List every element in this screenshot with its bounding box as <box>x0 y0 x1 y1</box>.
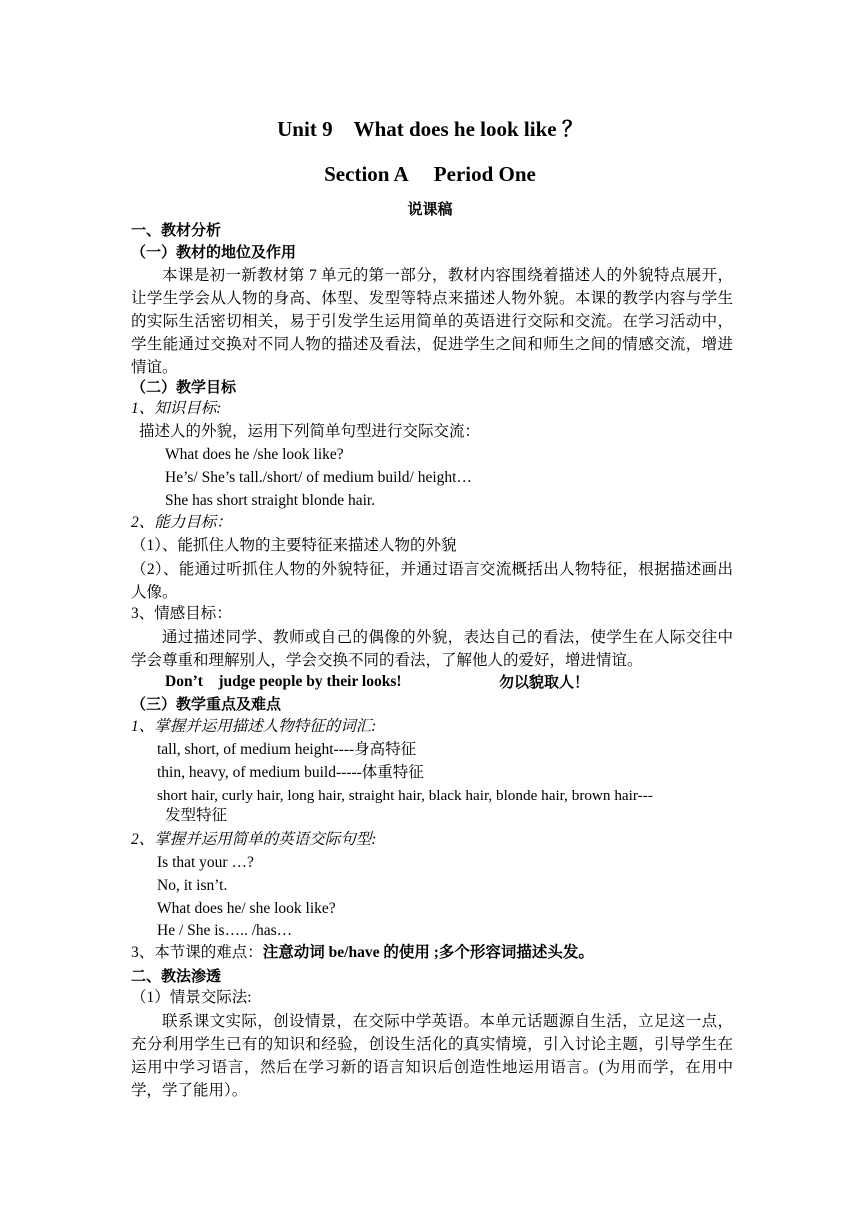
example-sentence: He’s/ She’s tall./short/ of medium build/ height… <box>165 469 472 486</box>
difficulty-line <box>131 942 733 964</box>
ability-goal-item: （1）、能抓住人物的主要特征来描述人物的外貌 <box>131 537 457 554</box>
emotion-goal-paragraph: 通过描述同学、教师或自己的偶像的外貌，表达自己的看法，使学生在人际交往中学会尊重和理解别人，学会交换不同的看法，了解他人的爱好，增进情谊。 <box>131 629 733 669</box>
vocabulary-item: tall, short, of medium height----身高特征 <box>157 741 417 758</box>
vocabulary-item-continued: 发型特征 <box>165 807 228 824</box>
motto-english: Don’t judge people by their looks! <box>165 673 402 690</box>
sentence-pattern: He / She is….. /has… <box>157 922 293 939</box>
subsection-heading-3: （三）教学重点及难点 <box>131 695 282 713</box>
ability-goal-item: （2）、能通过听抓住人物的外貌特征，并通过语言交流概括出人物特征，根据描述画出人像。 <box>131 561 733 601</box>
vocabulary-item: short hair, curly hair, long hair, straight hair, black hair, blonde hair, brown hair--- <box>157 787 653 804</box>
sentence-pattern: No, it isn’t. <box>157 877 228 894</box>
doc-type-label: 说课稿 <box>407 200 453 218</box>
textbook-role-paragraph: 本课是初一新教材第 7 单元的第一部分，教材内容围绕着描述人的外貌特点展开，让学生学会从人物的身高、体型、发型等特点来描述人物外貌。本课的教学内容与学生的实际生活密切相关，易于引发学生运用简单的英语进行交际和交流。在学习活动中，学生能通过交换对不同人物的描述及看法，促进学生之间和师生之间的情感交流，增进情谊。 <box>131 267 733 376</box>
section-heading-1: 一、教材分析 <box>131 221 222 239</box>
difficulty-label: 3、本节课的难点： <box>131 944 263 961</box>
section-title: Section A Period One <box>324 162 536 186</box>
subsection-heading-2: （二）教学目标 <box>131 378 237 396</box>
ability-goal-label: 2、能力目标： <box>131 514 232 531</box>
example-sentence: She has short straight blonde hair. <box>165 492 376 509</box>
emotion-goal-label: 3、情感目标： <box>131 605 232 622</box>
section-heading-2: 二、教法渗透 <box>131 967 222 985</box>
sentence-pattern: What does he/ she look like? <box>157 900 336 917</box>
difficulty-text: 注意动词 be/have 的使用 ;多个形容词描述头发。 <box>262 944 594 961</box>
vocabulary-item: thin, heavy, of medium build-----体重特征 <box>157 764 424 781</box>
subsection-heading-1: （一）教材的地位及作用 <box>131 243 297 261</box>
key-point-label-1: 1、掌握并运用描述人物特征的词汇: <box>131 718 377 735</box>
example-sentence: What does he /she look like? <box>165 446 344 463</box>
method-paragraph: 联系课文实际，创设情景，在交际中学英语。本单元话题源自生活，立足这一点，充分利用学生已有的知识和经验，创设生活化的真实情境，引入讨论主题，引导学生在运用中学习语言，然后在学习新的语言知识后创造性地运用语言。(为用而学，在用中学，学了能用）。 <box>131 1013 733 1099</box>
sentence-pattern: Is that your …? <box>157 854 254 871</box>
key-point-label-2: 2、掌握并运用简单的英语交际句型: <box>131 831 377 848</box>
method-label: （1）情景交际法: <box>131 989 252 1006</box>
motto-chinese: 勿以貌取人！ <box>499 673 590 691</box>
knowledge-goal-desc: 描述人的外貌，运用下列简单句型进行交际交流： <box>139 423 481 440</box>
unit-title: Unit 9 What does he look like ？ <box>277 117 583 141</box>
knowledge-goal-label: 1、知识目标: <box>131 400 222 417</box>
